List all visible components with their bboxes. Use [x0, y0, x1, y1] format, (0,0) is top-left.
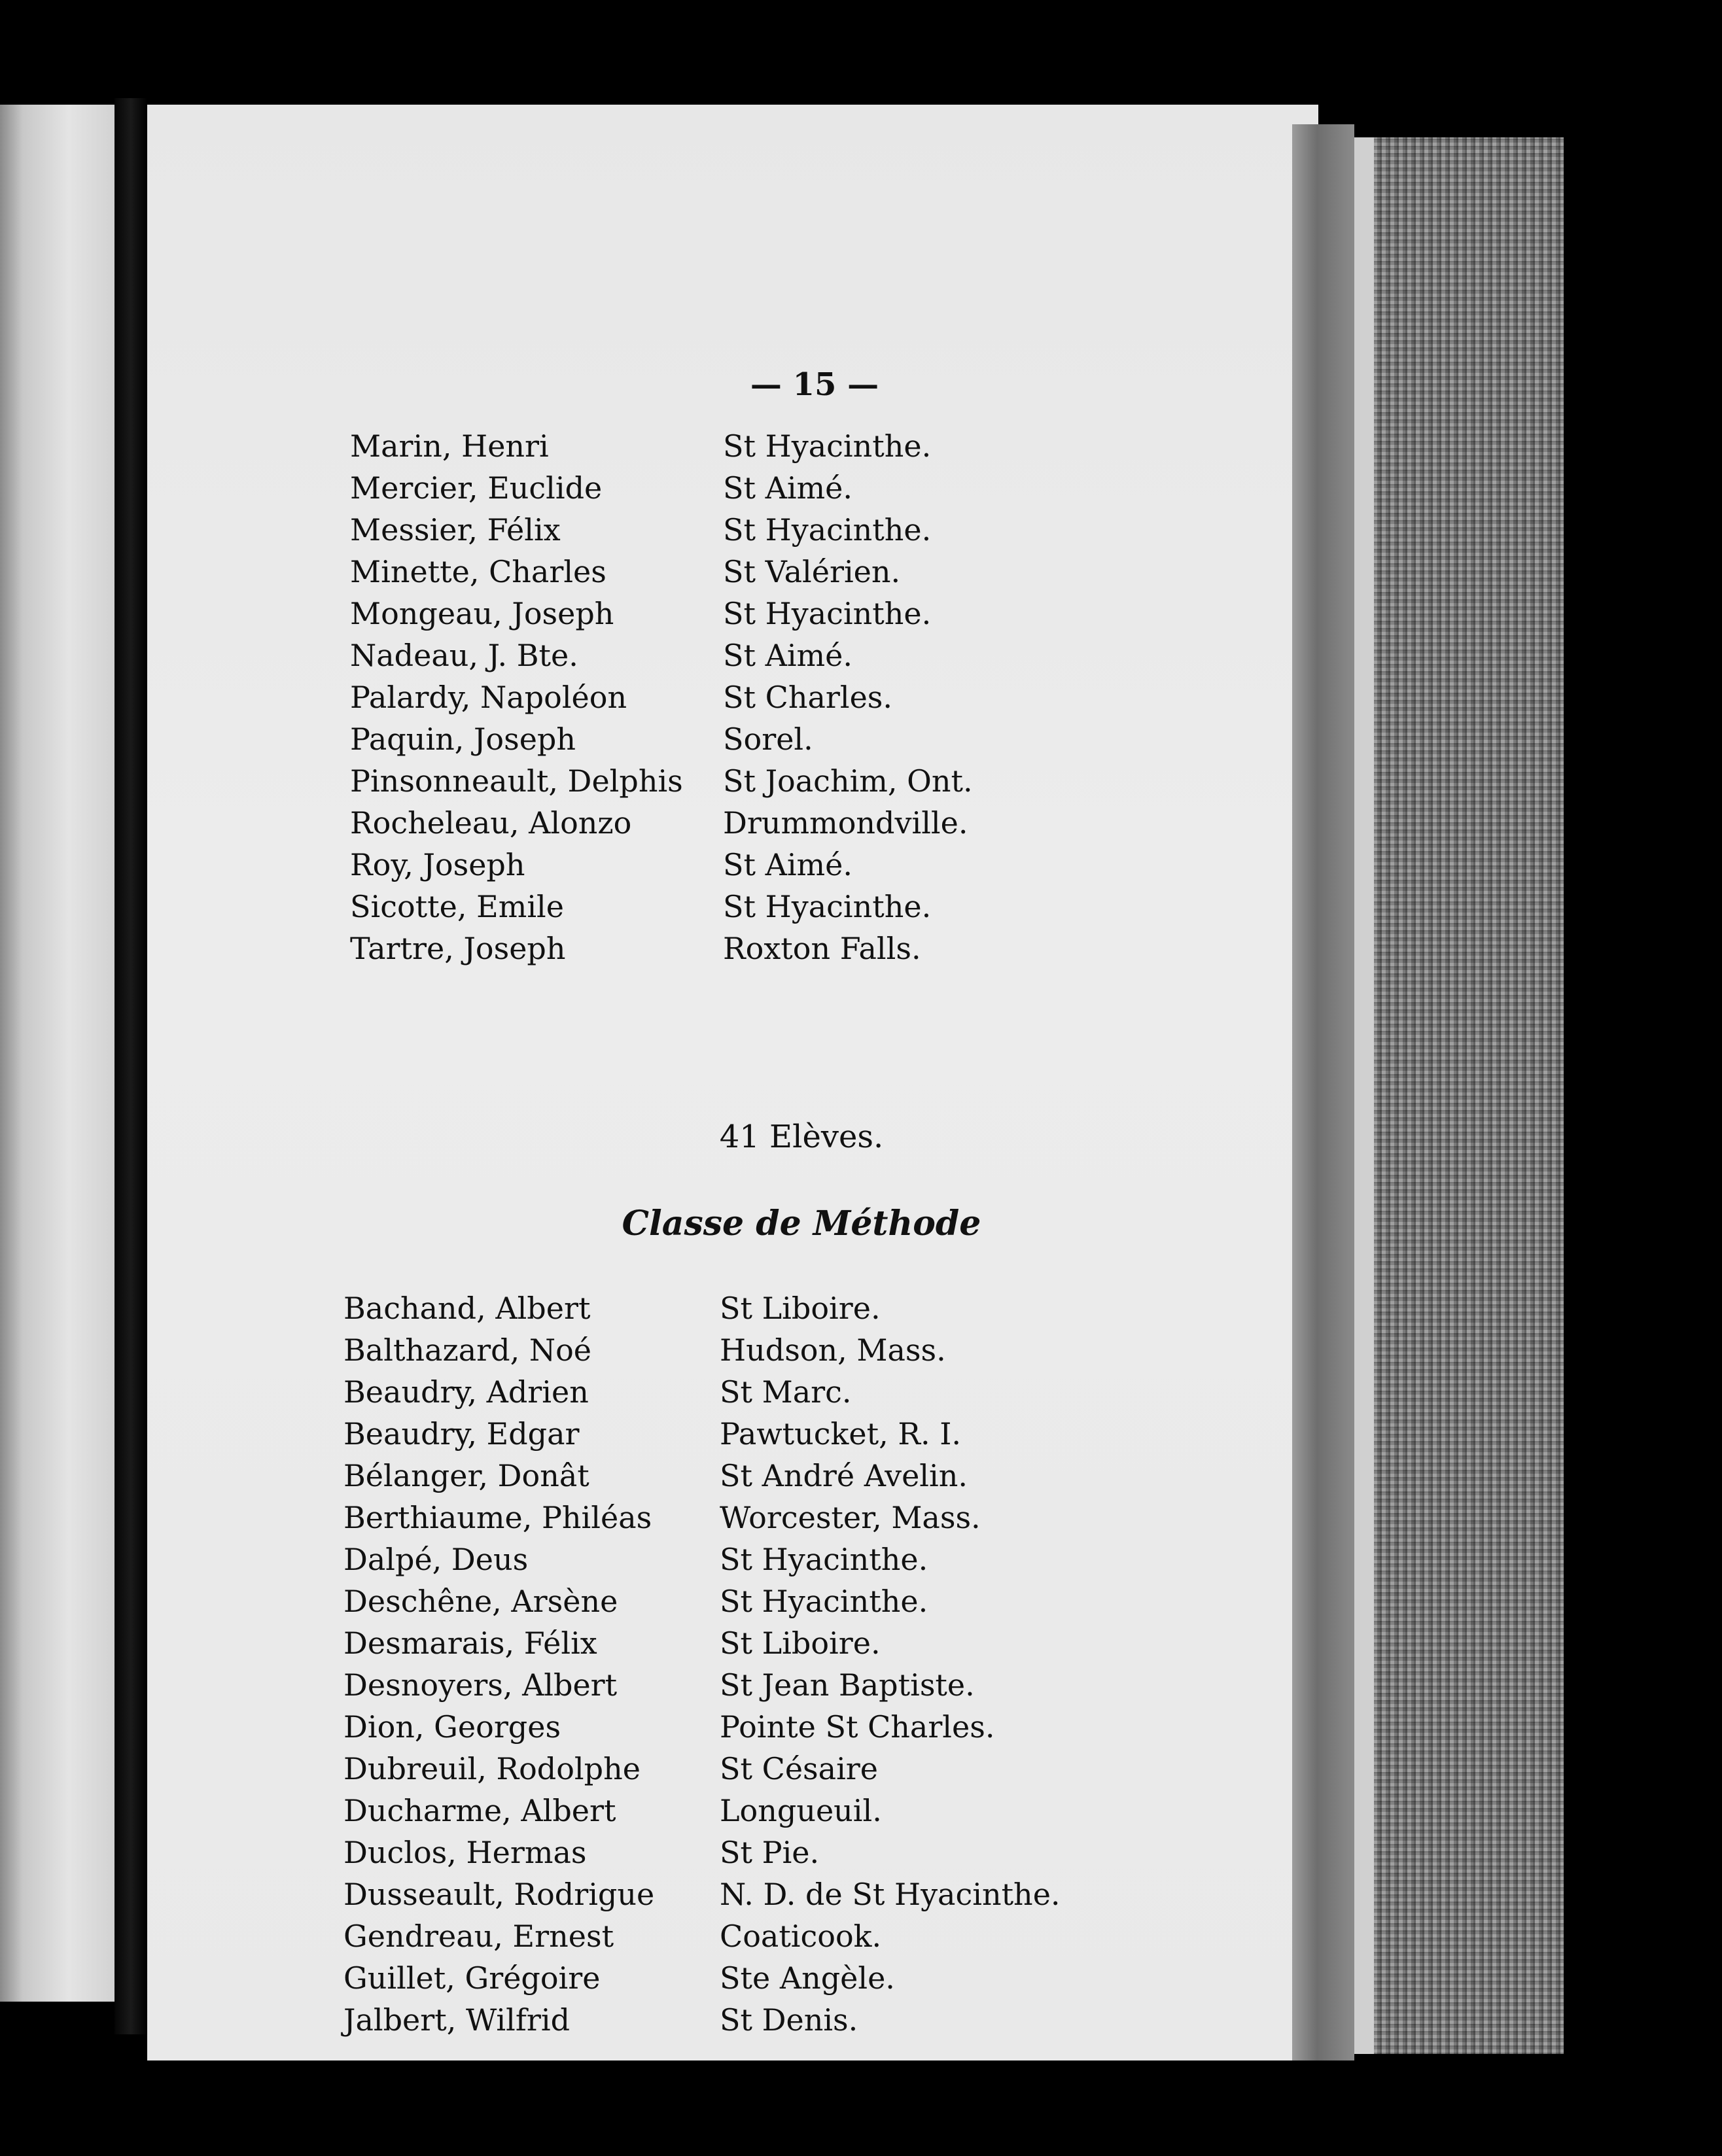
student-place: St Liboire. [720, 1291, 881, 1326]
student-place: St Pie. [720, 1835, 820, 1870]
list-item [343, 1748, 1325, 1790]
list-item [350, 760, 1266, 802]
student-name: Bélanger, Donât [343, 1458, 589, 1493]
student-place: Roxton Falls. [723, 931, 921, 966]
student-place: St Denis. [720, 2002, 858, 2038]
student-name: Desnoyers, Albert [343, 1667, 618, 1703]
list-item [343, 1497, 1325, 1539]
student-place: Worcester, Mass. [720, 1500, 981, 1535]
list-item [343, 1622, 1325, 1664]
student-place: St Hyacinthe. [723, 889, 932, 924]
student-name: Minette, Charles [350, 554, 606, 589]
list-item [350, 928, 1266, 969]
page-number: — 15 — [750, 366, 879, 403]
student-name: Balthazard, Noé [343, 1332, 591, 1368]
student-name: Dusseault, Rodrigue [343, 1877, 655, 1912]
list-item [343, 1287, 1325, 1329]
student-name: Dion, Georges [343, 1709, 561, 1745]
list-item [350, 551, 1266, 593]
student-name: Bachand, Albert [343, 1291, 591, 1326]
student-name: Paquin, Joseph [350, 722, 576, 757]
student-place: Ste Angèle. [720, 1960, 895, 1996]
list-item [350, 635, 1266, 676]
section-heading: Classe de Méthode [622, 1204, 981, 1243]
previous-page-edge [0, 105, 114, 2002]
student-name: Dubreuil, Rodolphe [343, 1751, 641, 1786]
list-item [350, 425, 1266, 467]
student-name: Berthiaume, Philéas [343, 1500, 652, 1535]
list-item [350, 593, 1266, 635]
book-gutter [114, 98, 147, 2034]
list-item [343, 1832, 1325, 1873]
student-place: St André Avelin. [720, 1458, 968, 1493]
list-item [343, 1790, 1325, 1832]
list-item [343, 1371, 1325, 1413]
student-place: St Aimé. [723, 847, 853, 882]
list-item [343, 1413, 1325, 1455]
student-place: Longueuil. [720, 1793, 882, 1828]
student-place: Sorel. [723, 722, 813, 757]
student-name: Mercier, Euclide [350, 470, 603, 506]
list-item [343, 1664, 1325, 1706]
list-item [350, 844, 1266, 886]
student-name: Messier, Félix [350, 512, 561, 548]
student-name: Roy, Joseph [350, 847, 525, 882]
student-list-upper [350, 425, 1266, 969]
student-place: St Hyacinthe. [723, 596, 932, 631]
student-name: Beaudry, Adrien [343, 1374, 589, 1410]
student-place: St Marc. [720, 1374, 852, 1410]
student-list-methode [343, 1287, 1325, 2041]
list-item [343, 1706, 1325, 1748]
list-item [343, 1957, 1325, 1999]
student-name: Jalbert, Wilfrid [343, 2002, 571, 2038]
student-name: Dalpé, Deus [343, 1542, 529, 1577]
student-place: St Hyacinthe. [720, 1584, 928, 1619]
student-place: Hudson, Mass. [720, 1332, 946, 1368]
student-name: Nadeau, J. Bte. [350, 638, 578, 673]
list-item [343, 1915, 1325, 1957]
student-name: Gendreau, Ernest [343, 1919, 614, 1954]
student-name: Desmarais, Félix [343, 1626, 597, 1661]
student-name: Sicotte, Emile [350, 889, 564, 924]
page-stack-edges [1354, 137, 1564, 2054]
student-place: St Aimé. [723, 638, 853, 673]
list-item [343, 1455, 1325, 1497]
list-item [350, 467, 1266, 509]
student-place: Drummondville. [723, 805, 968, 841]
list-item [350, 509, 1266, 551]
list-item [343, 1580, 1325, 1622]
student-name: Rocheleau, Alonzo [350, 805, 632, 841]
list-item [350, 886, 1266, 928]
student-name: Deschêne, Arsène [343, 1584, 618, 1619]
student-name: Pinsonneault, Delphis [350, 763, 683, 799]
page-stack-highlight [1354, 137, 1374, 2054]
student-place: St Liboire. [720, 1626, 881, 1661]
list-item [343, 1539, 1325, 1580]
student-place: St Charles. [723, 680, 893, 715]
student-place: St Jean Baptiste. [720, 1667, 975, 1703]
list-item [350, 676, 1266, 718]
student-name: Duclos, Hermas [343, 1835, 587, 1870]
student-name: Guillet, Grégoire [343, 1960, 601, 1996]
list-item [343, 1999, 1325, 2041]
list-item [350, 718, 1266, 760]
book-page [147, 105, 1318, 2060]
student-place: Coaticook. [720, 1919, 882, 1954]
student-place: St Hyacinthe. [723, 428, 932, 464]
student-name: Ducharme, Albert [343, 1793, 616, 1828]
student-name: Tartre, Joseph [350, 931, 566, 966]
student-name: Beaudry, Edgar [343, 1416, 580, 1452]
student-place: St Hyacinthe. [723, 512, 932, 548]
student-place: N. D. de St Hyacinthe. [720, 1877, 1061, 1912]
student-place: St Valérien. [723, 554, 901, 589]
student-place: St Joachim, Ont. [723, 763, 973, 799]
student-count: 41 Elèves. [719, 1119, 884, 1155]
student-name: Marin, Henri [350, 428, 549, 464]
list-item [343, 1873, 1325, 1915]
student-name: Mongeau, Joseph [350, 596, 614, 631]
student-place: Pointe St Charles. [720, 1709, 995, 1745]
student-place: St Césaire [720, 1751, 878, 1786]
student-name: Palardy, Napoléon [350, 680, 627, 715]
list-item [343, 1329, 1325, 1371]
list-item [350, 802, 1266, 844]
page-edge-shadow [1292, 124, 1354, 2060]
student-place: St Hyacinthe. [720, 1542, 928, 1577]
student-place: St Aimé. [723, 470, 853, 506]
student-place: Pawtucket, R. I. [720, 1416, 962, 1452]
